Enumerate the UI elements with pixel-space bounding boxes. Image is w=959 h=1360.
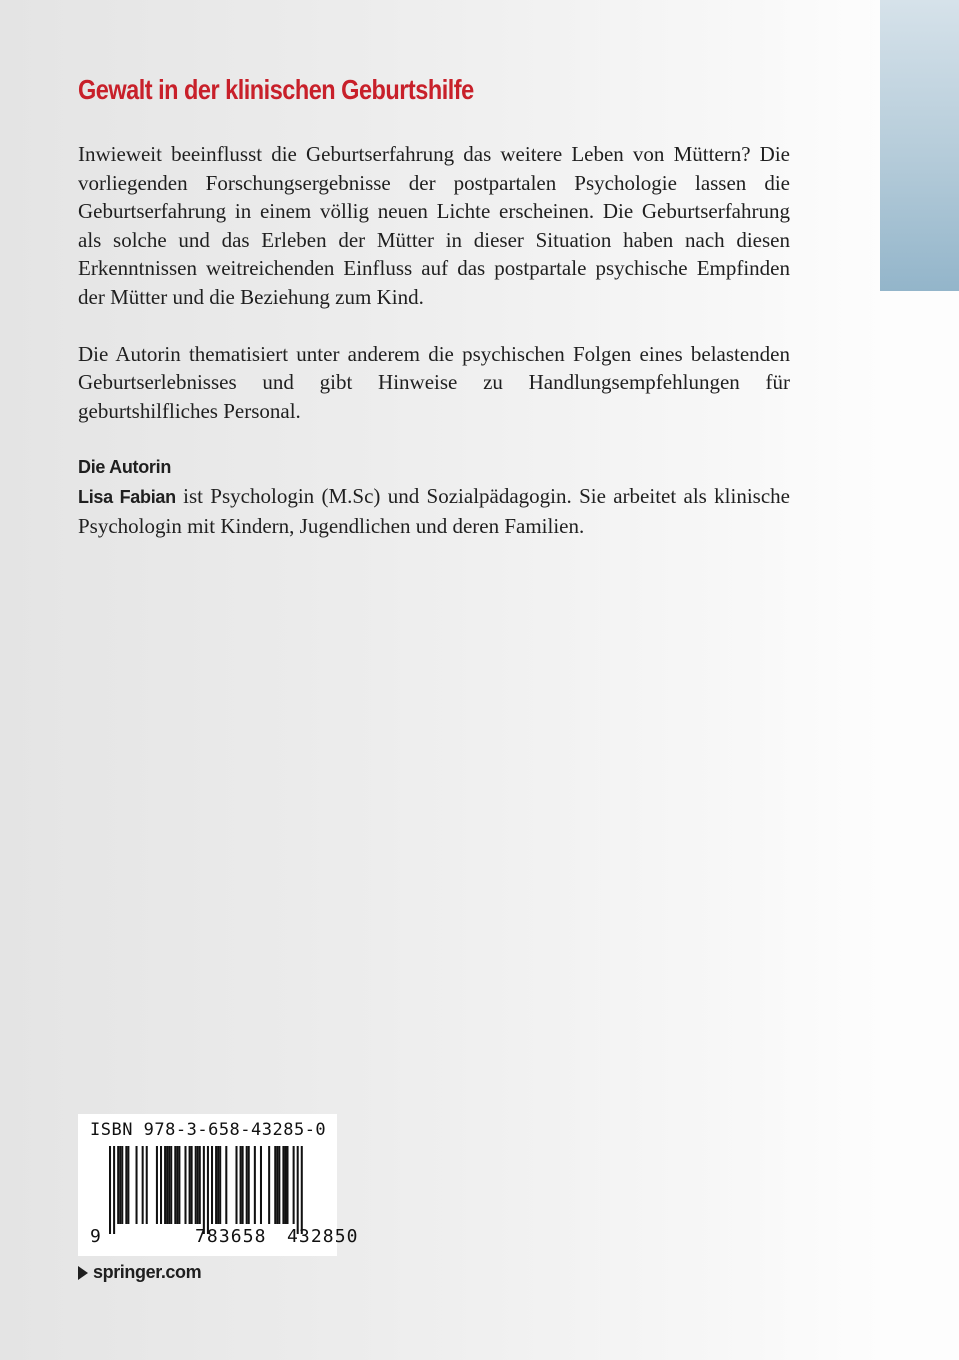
description-paragraph-2: Die Autorin thematisiert unter anderem die psychischen Folgen eines belastenden Geburtserlebnisses und gibt Hinweise zu Handlungsempfehlungen für geburtshilfliches Personal. bbox=[78, 341, 790, 423]
barcode-bar bbox=[217, 1146, 219, 1224]
barcode-bar bbox=[240, 1146, 242, 1224]
barcode-bar bbox=[142, 1146, 144, 1224]
barcode-bar bbox=[121, 1146, 123, 1224]
barcode-bar bbox=[197, 1146, 199, 1224]
barcode-bar bbox=[274, 1146, 276, 1224]
isbn-barcode bbox=[78, 1114, 359, 1256]
barcode-bar bbox=[235, 1146, 237, 1224]
barcode-bar bbox=[176, 1146, 178, 1224]
author-bio-text: ist Psychologin (M.Sc) und Sozialpädagogin. Sie arbeitet als klinische Psychologin mit Kindern, Jugendlichen und deren Familien. bbox=[78, 483, 790, 538]
barcode-bar bbox=[166, 1146, 168, 1224]
book-title: Gewalt in der klinischen Geburtshilfe bbox=[78, 74, 474, 105]
barcode-guard-bar bbox=[297, 1146, 299, 1234]
barcode-bar bbox=[293, 1146, 295, 1224]
barcode-guard-bar bbox=[109, 1146, 111, 1234]
barcode-bar bbox=[286, 1146, 288, 1224]
barcode-bar bbox=[260, 1146, 262, 1224]
ean-right-digits: 432850 bbox=[287, 1226, 359, 1247]
author-name: Lisa Fabian bbox=[78, 486, 176, 507]
barcode-bar bbox=[282, 1146, 284, 1224]
barcode-bar bbox=[219, 1146, 221, 1224]
barcode-bar bbox=[191, 1146, 193, 1224]
isbn-label: ISBN 978-3-658-43285-0 bbox=[90, 1120, 327, 1140]
barcode-bar bbox=[278, 1146, 280, 1224]
back-cover-content bbox=[78, 70, 790, 540]
barcode-bar bbox=[125, 1146, 127, 1224]
barcode-bar bbox=[268, 1146, 270, 1224]
barcode-bar bbox=[119, 1146, 121, 1224]
barcode-bar bbox=[189, 1146, 191, 1224]
barcode-bar bbox=[168, 1146, 170, 1224]
barcode-bar bbox=[284, 1146, 286, 1224]
barcode-guard-bar bbox=[301, 1146, 303, 1234]
barcode-bar bbox=[117, 1146, 119, 1224]
barcode-bar bbox=[127, 1146, 129, 1224]
barcode-bar bbox=[242, 1146, 244, 1224]
barcode-bar bbox=[170, 1146, 172, 1224]
barcode-bar bbox=[246, 1146, 248, 1224]
barcode-guard-bar bbox=[113, 1146, 115, 1234]
barcode-bar bbox=[184, 1146, 186, 1224]
barcode-guard-bar bbox=[207, 1146, 209, 1234]
decorative-side-strip bbox=[880, 0, 959, 291]
barcode-bar bbox=[174, 1146, 176, 1224]
barcode-bar bbox=[199, 1146, 201, 1224]
ean-left-digits: 783658 bbox=[195, 1226, 267, 1247]
barcode-bar bbox=[156, 1146, 158, 1224]
barcode-bar bbox=[195, 1146, 197, 1224]
barcode-bar bbox=[248, 1146, 250, 1224]
barcode-bar bbox=[225, 1146, 227, 1224]
barcode-guard-bar bbox=[203, 1146, 205, 1234]
barcode-bar bbox=[276, 1146, 278, 1224]
barcode-bar bbox=[211, 1146, 213, 1224]
barcode-bar bbox=[146, 1146, 148, 1224]
author-heading: Die Autorin bbox=[78, 457, 172, 478]
author-bio bbox=[78, 482, 790, 540]
barcode-bar bbox=[254, 1146, 256, 1224]
barcode-bar bbox=[160, 1146, 162, 1224]
ean-first-digit: 9 bbox=[90, 1226, 101, 1247]
barcode-bar bbox=[215, 1146, 217, 1224]
publisher-link[interactable] bbox=[78, 1262, 201, 1283]
description-paragraph-1: Inwieweit beeinflusst die Geburtserfahrung das weitere Leben von Müttern? Die vorliegenden Forschungsergebnisse der postpartalen Psychologie lassen die Geburtserfahrung in einem völlig neuen Lichte erscheinen. Die Geburtserfahrung als solche und das Erleben der Mütter in dieser Situation haben nach diesen Erkenntnissen weitreichenden Einfluss auf das postpartale psychische Empfinden der Mütter und die Beziehung zum Kind. bbox=[78, 142, 790, 309]
barcode-bar bbox=[164, 1146, 166, 1224]
arrow-right-icon bbox=[78, 1266, 88, 1280]
barcode-bar bbox=[136, 1146, 138, 1224]
barcode-bar bbox=[178, 1146, 180, 1224]
publisher-url: springer.com bbox=[93, 1262, 202, 1282]
